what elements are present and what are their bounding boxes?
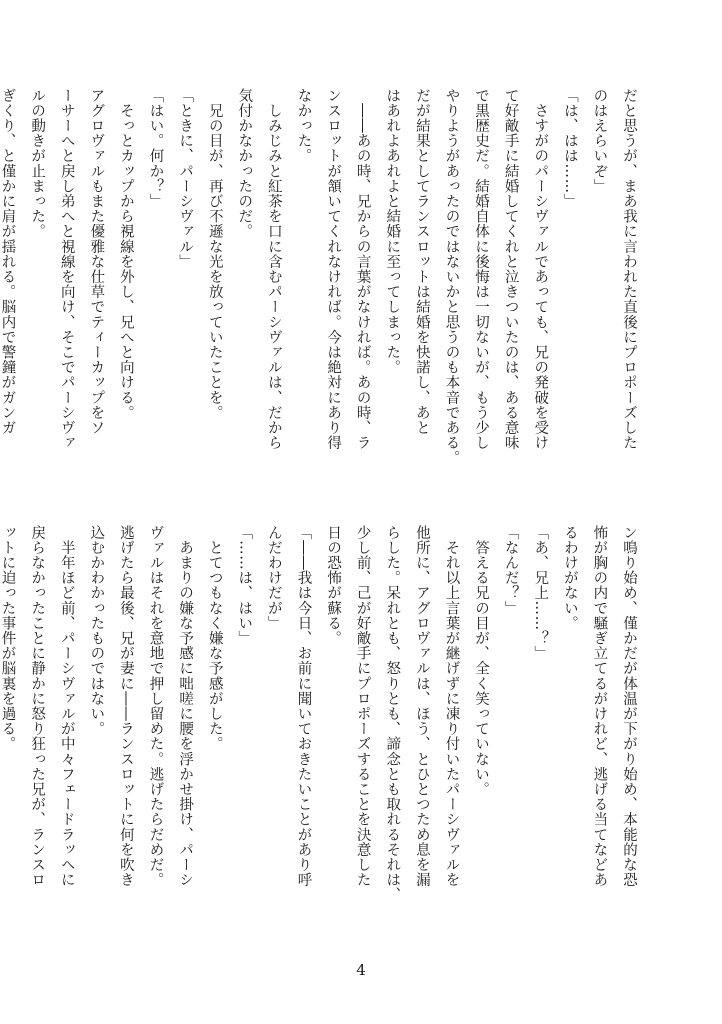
text-line: やりようがあったのではないかと思うのも本音である。	[443, 88, 460, 466]
text-line: 半年ほど前、パーシヴァルが中々フェードラッヘに	[58, 525, 75, 888]
text-line: 「……は、はい」	[236, 525, 253, 646]
text-line: ーサーへと戻し弟へと視線を向け、そこでパーシヴァ	[58, 88, 75, 451]
text-line: ルの動きが止まった。	[29, 88, 46, 239]
text-line: ットに迫った事件が脳裏を過る。	[0, 525, 16, 752]
text-line: 「ときに、パーシヴァル」	[177, 88, 194, 270]
text-line: 兄の目が、再び不遜な光を放っていたことを。	[206, 88, 223, 421]
text-line: なかった。	[295, 88, 312, 164]
text-line: 「あ、兄上……？」	[532, 525, 549, 661]
text-line: らした。呆れとも、怒りとも、諦念とも取れるそれは、	[384, 525, 401, 903]
text-line: 少し前、己が好敵手にプロポーズすることを決意した	[354, 525, 371, 888]
text-line: 込むかわかったものではない。	[88, 525, 105, 737]
text-line: しみじみと紅茶を口に含むパーシヴァルは、だから	[265, 88, 282, 451]
text-line: ンスロットが頷いてくれなければ。今は絶対にあり得	[325, 88, 342, 451]
text-line: さすがのパーシヴァルであっても、兄の発破を受け	[532, 88, 549, 451]
text-line: それ以上言葉が継げずに凍り付いたパーシヴァルを	[443, 525, 460, 888]
text-line: 逃げたら最後、兄が妻に――ランスロットに何を吹き	[117, 525, 134, 888]
text-line: アグロヴァルもまた優雅な仕草でティーカップをソ	[88, 88, 105, 436]
text-line: だが結果としてランスロットは結婚を快諾し、あと	[413, 88, 430, 436]
text-line: 「は、はは……」	[561, 88, 578, 209]
text-line: んだわけだが」	[265, 525, 282, 631]
text-line: 戻らなかったことに静かに怒り狂った兄が、ランスロ	[29, 525, 46, 888]
text-line: 答える兄の目が、全く笑っていない。	[473, 525, 490, 797]
text-line: 「――我は今日、お前に聞いておきたいことがあり呼	[295, 525, 312, 888]
text-line: ぎくり、と僅かに肩が揺れる。脳内で警鐘がガンガ	[0, 88, 16, 436]
text-line: 怖が胸の内で騒ぎ立てるがけれど、逃げる当てなどあ	[591, 525, 608, 888]
text-line: 他所に、アグロヴァルは、ほう、とひとつため息を漏	[413, 525, 430, 888]
text-line: そっとカップから視線を外し、兄へと向ける。	[117, 88, 134, 421]
text-line: あまりの嫌な予感に咄嗟に腰を浮かせ掛け、パーシ	[177, 525, 194, 888]
text-line: で黒歴史だ。結婚自体に後悔は一切ないが、もう少し	[473, 88, 490, 451]
text-line: 「なんだ？」	[502, 525, 519, 616]
text-line: だと思うが、まあ我に言われた直後にプロポーズした	[621, 88, 637, 451]
text-line: 「はい。何か？」	[147, 88, 164, 209]
text-block-upper	[0, 88, 643, 493]
text-line: 日の恐怖が蘇る。	[325, 525, 342, 646]
text-block-lower	[0, 525, 643, 945]
text-line: はあれよあれよと結婚に至ってしまった。	[384, 88, 401, 375]
text-line: とてつもなく嫌な予感がした。	[206, 525, 223, 752]
text-line: ――あの時、兄からの言葉がなければ。あの時、ラ	[354, 88, 371, 451]
text-line: のはえらいぞ」	[591, 88, 608, 194]
text-line: て好敵手に結婚してくれと泣きついたのは、ある意味	[502, 88, 519, 451]
text-line: ヴァルはそれを意地で押し留めた。逃げたらだめだ。	[147, 525, 164, 888]
text-line: ン鳴り始め、僅かだが体温が下がり始め、本能的な恐	[621, 525, 637, 888]
text-line: 気付かなかったのだ。	[236, 88, 253, 239]
text-line: るわけがない。	[561, 525, 578, 631]
page-number: 4	[356, 961, 366, 979]
